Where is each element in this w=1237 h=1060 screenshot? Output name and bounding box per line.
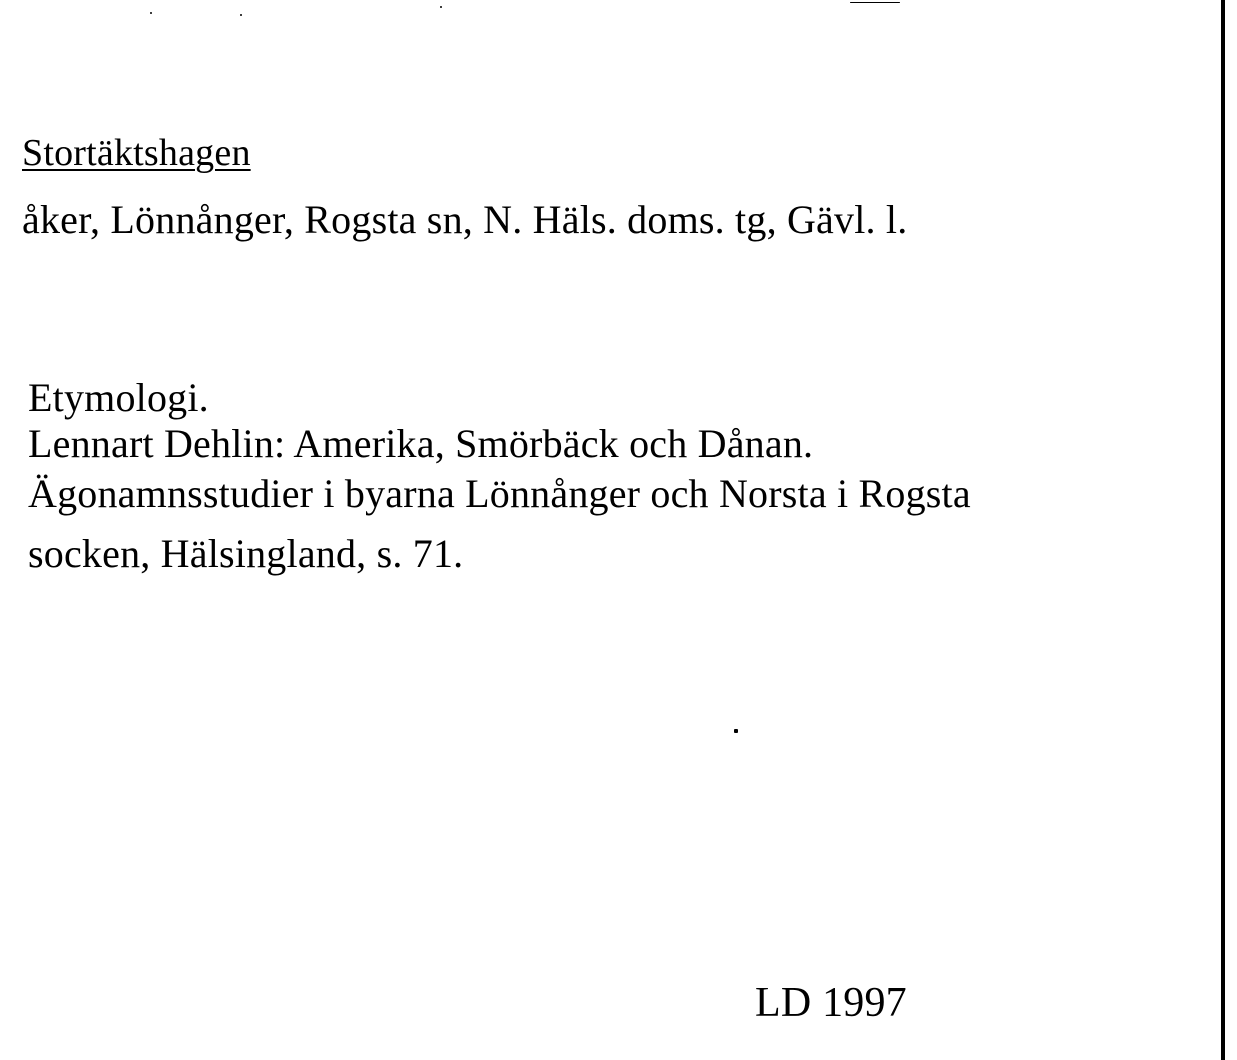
reference-line: socken, Hälsingland, s. 71. xyxy=(28,531,464,576)
place-description: åker, Lönnånger, Rogsta sn, N. Häls. doms. tg, Gävl. l. xyxy=(22,197,908,242)
scan-speck xyxy=(440,6,442,8)
etymology-heading: Etymologi. xyxy=(28,375,209,420)
reference-line: Lennart Dehlin: Amerika, Smörbäck och Dånan. xyxy=(28,421,814,466)
scan-speck xyxy=(240,14,242,16)
scan-speck xyxy=(150,12,152,14)
card-right-edge xyxy=(1221,0,1225,1060)
headword: Stortäktshagen xyxy=(22,132,251,174)
scan-speck xyxy=(850,2,900,3)
reference-line: Ägonamnsstudier i byarna Lönnånger och Norsta i Rogsta xyxy=(28,471,971,516)
signature: LD 1997 xyxy=(755,980,907,1026)
scan-speck xyxy=(734,729,738,733)
